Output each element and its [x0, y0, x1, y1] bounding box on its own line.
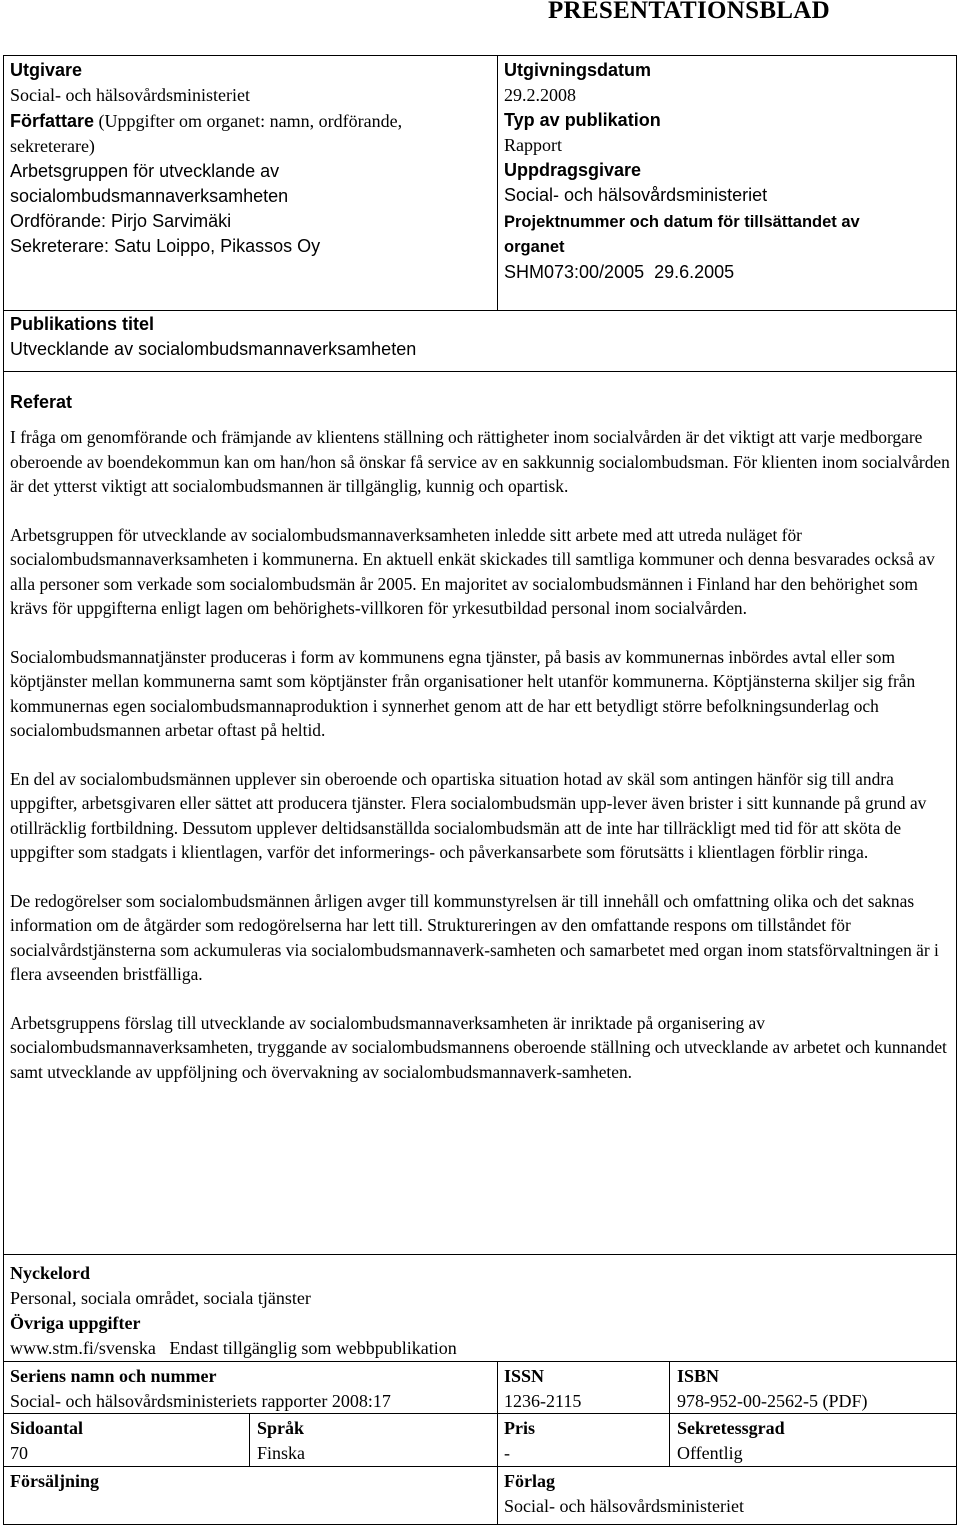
abstract-bottom-divider: [3, 1254, 957, 1255]
other-info-url[interactable]: www.stm.fi/svenska: [10, 1338, 156, 1358]
publication-date-value: 29.2.2008: [504, 85, 576, 105]
abstract-body: [10, 425, 950, 1108]
series-cell: [10, 1364, 391, 1414]
title-value: Utvecklande av socialombudsmannaverksamheten: [10, 339, 417, 359]
authors-label-rest: (Uppgifter om organet: namn, ordförande,: [94, 111, 403, 131]
language-label: Språk: [257, 1418, 305, 1438]
publisher-footer-value: Social- och hälsovårdsministeriet: [504, 1496, 744, 1516]
issn-value: 1236-2115: [504, 1391, 582, 1411]
issn-isbn-divider: [669, 1361, 670, 1466]
abstract-paragraph-4: En del av socialombudsmännen upplever sin oberoende och opartiska situation hotad av skäl som antingen hänför sig till andra uppgifter, arbetsgivaren eller sättet att producera tjänster. Flera socialombudsmän upp-lever även brister i sitt kunnande på grund av otillräcklig fortbildning. Dessutom upplever deltidsanställda socialombudsmän att de inte har tillräckligt med tid för att sköta de uppgifter som stadgats i klientlagen, varför det informerings- och påverkansarbete som förutsätts i klientlagen förblir ringa.: [10, 768, 927, 862]
title-bottom-divider: [3, 371, 957, 372]
authors-label-line2: sekreterare): [10, 136, 95, 156]
isbn-cell: [677, 1364, 868, 1414]
abstract-paragraph-6: Arbetsgruppens förslag till utvecklande av socialombudsmannaverksamheten är inriktade på organisering av socialombudsmannaverksamheten, tryggande av socialombudsmannens oberoende ställning och utvecklande av arbetet och kunnandet samt utvecklande av uppföljning och övervakning av socialombudsmannaverk-samheten.: [10, 1012, 947, 1082]
pages-cell: [10, 1416, 83, 1466]
pages-value: 70: [10, 1443, 28, 1463]
pages-label: Sidoantal: [10, 1418, 84, 1438]
document-heading: PRESENTATIONSBLAD: [547, 0, 830, 24]
authors-label-row: [10, 109, 495, 134]
isbn-label: ISBN: [677, 1366, 720, 1386]
abstract-label: Referat: [10, 392, 73, 412]
series-top-divider: [3, 1361, 957, 1362]
sales-cell: [10, 1469, 99, 1494]
abstract-paragraph-3: Socialombudsmannatjänster produceras i form av kommunens egna tjänster, på basis av kommunernas inbördes avtal eller som köptjänster mellan kommunerna samt som köptjänster från organisationer helt utanför kommunerna. Köptjänsterna skiljer sig från kommunernas egen socialombudsmannaproduktion i synnerhet genom att de har ett betydligt större befolkningsunderlag och socialombudsmannen arbetar oftast på heltid.: [10, 646, 916, 740]
other-info-label: Övriga uppgifter: [10, 1313, 141, 1333]
authors-label-strong: Författare: [10, 111, 95, 131]
authors-organ-line1: Arbetsgruppen för utvecklande av: [10, 161, 280, 181]
publisher-footer-label: Förlag: [504, 1471, 555, 1491]
project-value: SHM073:00/2005 29.6.2005: [504, 262, 735, 282]
isbn-value: 978-952-00-2562-5 (PDF): [677, 1391, 868, 1411]
title-block: [10, 312, 950, 362]
top-column-divider: [497, 55, 498, 311]
title-top-divider: [3, 310, 957, 311]
keywords-label: Nyckelord: [10, 1263, 90, 1283]
sales-top-divider: [3, 1466, 957, 1467]
confidentiality-value: Offentlig: [677, 1443, 743, 1463]
abstract-paragraph-2: Arbetsgruppen för utvecklande av socialombudsmannaverksamheten inledde sitt arbete med att utreda nuläget för socialombudsmannaverksamheten i kommunerna. En aktuell enkät skickades till samtliga kommuner och denna besvarades också av alla personer som verkade som socialombudsmän år 2005. En majoritet av socialombudsmännen i Finland har den behörighet som krävs för uppgifterna enligt lagen om behörighets-villkoren för yrkesutbildad personal inom socialvården.: [10, 524, 935, 618]
commissioned-by-label: Uppdragsgivare: [504, 160, 642, 180]
title-label: Publikations titel: [10, 314, 155, 334]
other-info-value: [10, 1336, 950, 1361]
other-info-note: Endast tillgänglig som webbpublikation: [169, 1338, 457, 1358]
publication-type-value: Rapport: [504, 135, 562, 155]
pages-language-divider: [249, 1413, 250, 1466]
abstract-paragraph-1: I fråga om genomförande och främjande av klientens ställning och rättigheter inom socialvården är det viktigt att varje medborgare oberoende av boendekommun kan om han/hon så önskar få service av en sakkunnig socialombudsman. För klienten inom socialvården är det ytterst viktigt att socialombudsmannen är tillgänglig, kunnig och opartisk.: [10, 427, 950, 496]
price-value: -: [504, 1443, 510, 1463]
issn-label: ISSN: [504, 1366, 545, 1386]
authors-organ-line2: socialombudsmannaverksamheten: [10, 186, 289, 206]
keywords-block: [10, 1261, 950, 1361]
publisher-footer-cell: [504, 1469, 744, 1519]
sales-label: Försäljning: [10, 1471, 100, 1491]
project-label-line2: organet: [504, 238, 565, 256]
price-label: Pris: [504, 1418, 535, 1438]
series-issn-divider: [497, 1361, 498, 1525]
publisher-label: Utgivare: [10, 60, 83, 80]
price-cell: [504, 1416, 535, 1466]
project-label-line1: Projektnummer och datum för tillsättandet av: [504, 213, 860, 231]
authors-chair: Ordförande: Pirjo Sarvimäki: [10, 211, 232, 231]
confidentiality-cell: [677, 1416, 785, 1466]
publication-type-label: Typ av publikation: [504, 110, 661, 130]
publisher-block: [10, 58, 495, 108]
authors-block: [10, 109, 495, 259]
issn-cell: [504, 1364, 581, 1414]
series-value: Social- och hälsovårdsministeriets rapporter 2008:17: [10, 1391, 391, 1411]
authors-secretary: Sekreterare: Satu Loippo, Pikassos Oy: [10, 236, 321, 256]
abstract-paragraph-5: De redogörelser som socialombudsmännen årligen avger till kommunstyrelsen är till innehåll och omfattning olika och det saknas information om de åtgärder som redogörelserna har lett till. Struktureringen av den omfattande respons om tillståndet för socialvårdstjänsterna som ackumuleras via socialombudsmannaverk-samheten och samarbetet med organ inom statsförvaltningen är i flera avseenden bristfälliga.: [10, 890, 939, 984]
keywords-value: Personal, sociala området, sociala tjänster: [10, 1288, 311, 1308]
publisher-value: Social- och hälsovårdsministeriet: [10, 85, 250, 105]
confidentiality-label: Sekretessgrad: [677, 1418, 785, 1438]
right-info-block: [504, 58, 954, 285]
language-cell: [257, 1416, 305, 1466]
language-value: Finska: [257, 1443, 306, 1463]
series-label: Seriens namn och nummer: [10, 1366, 217, 1386]
commissioned-by-value: Social- och hälsovårdsministeriet: [504, 185, 768, 205]
publication-date-label: Utgivningsdatum: [504, 60, 651, 80]
